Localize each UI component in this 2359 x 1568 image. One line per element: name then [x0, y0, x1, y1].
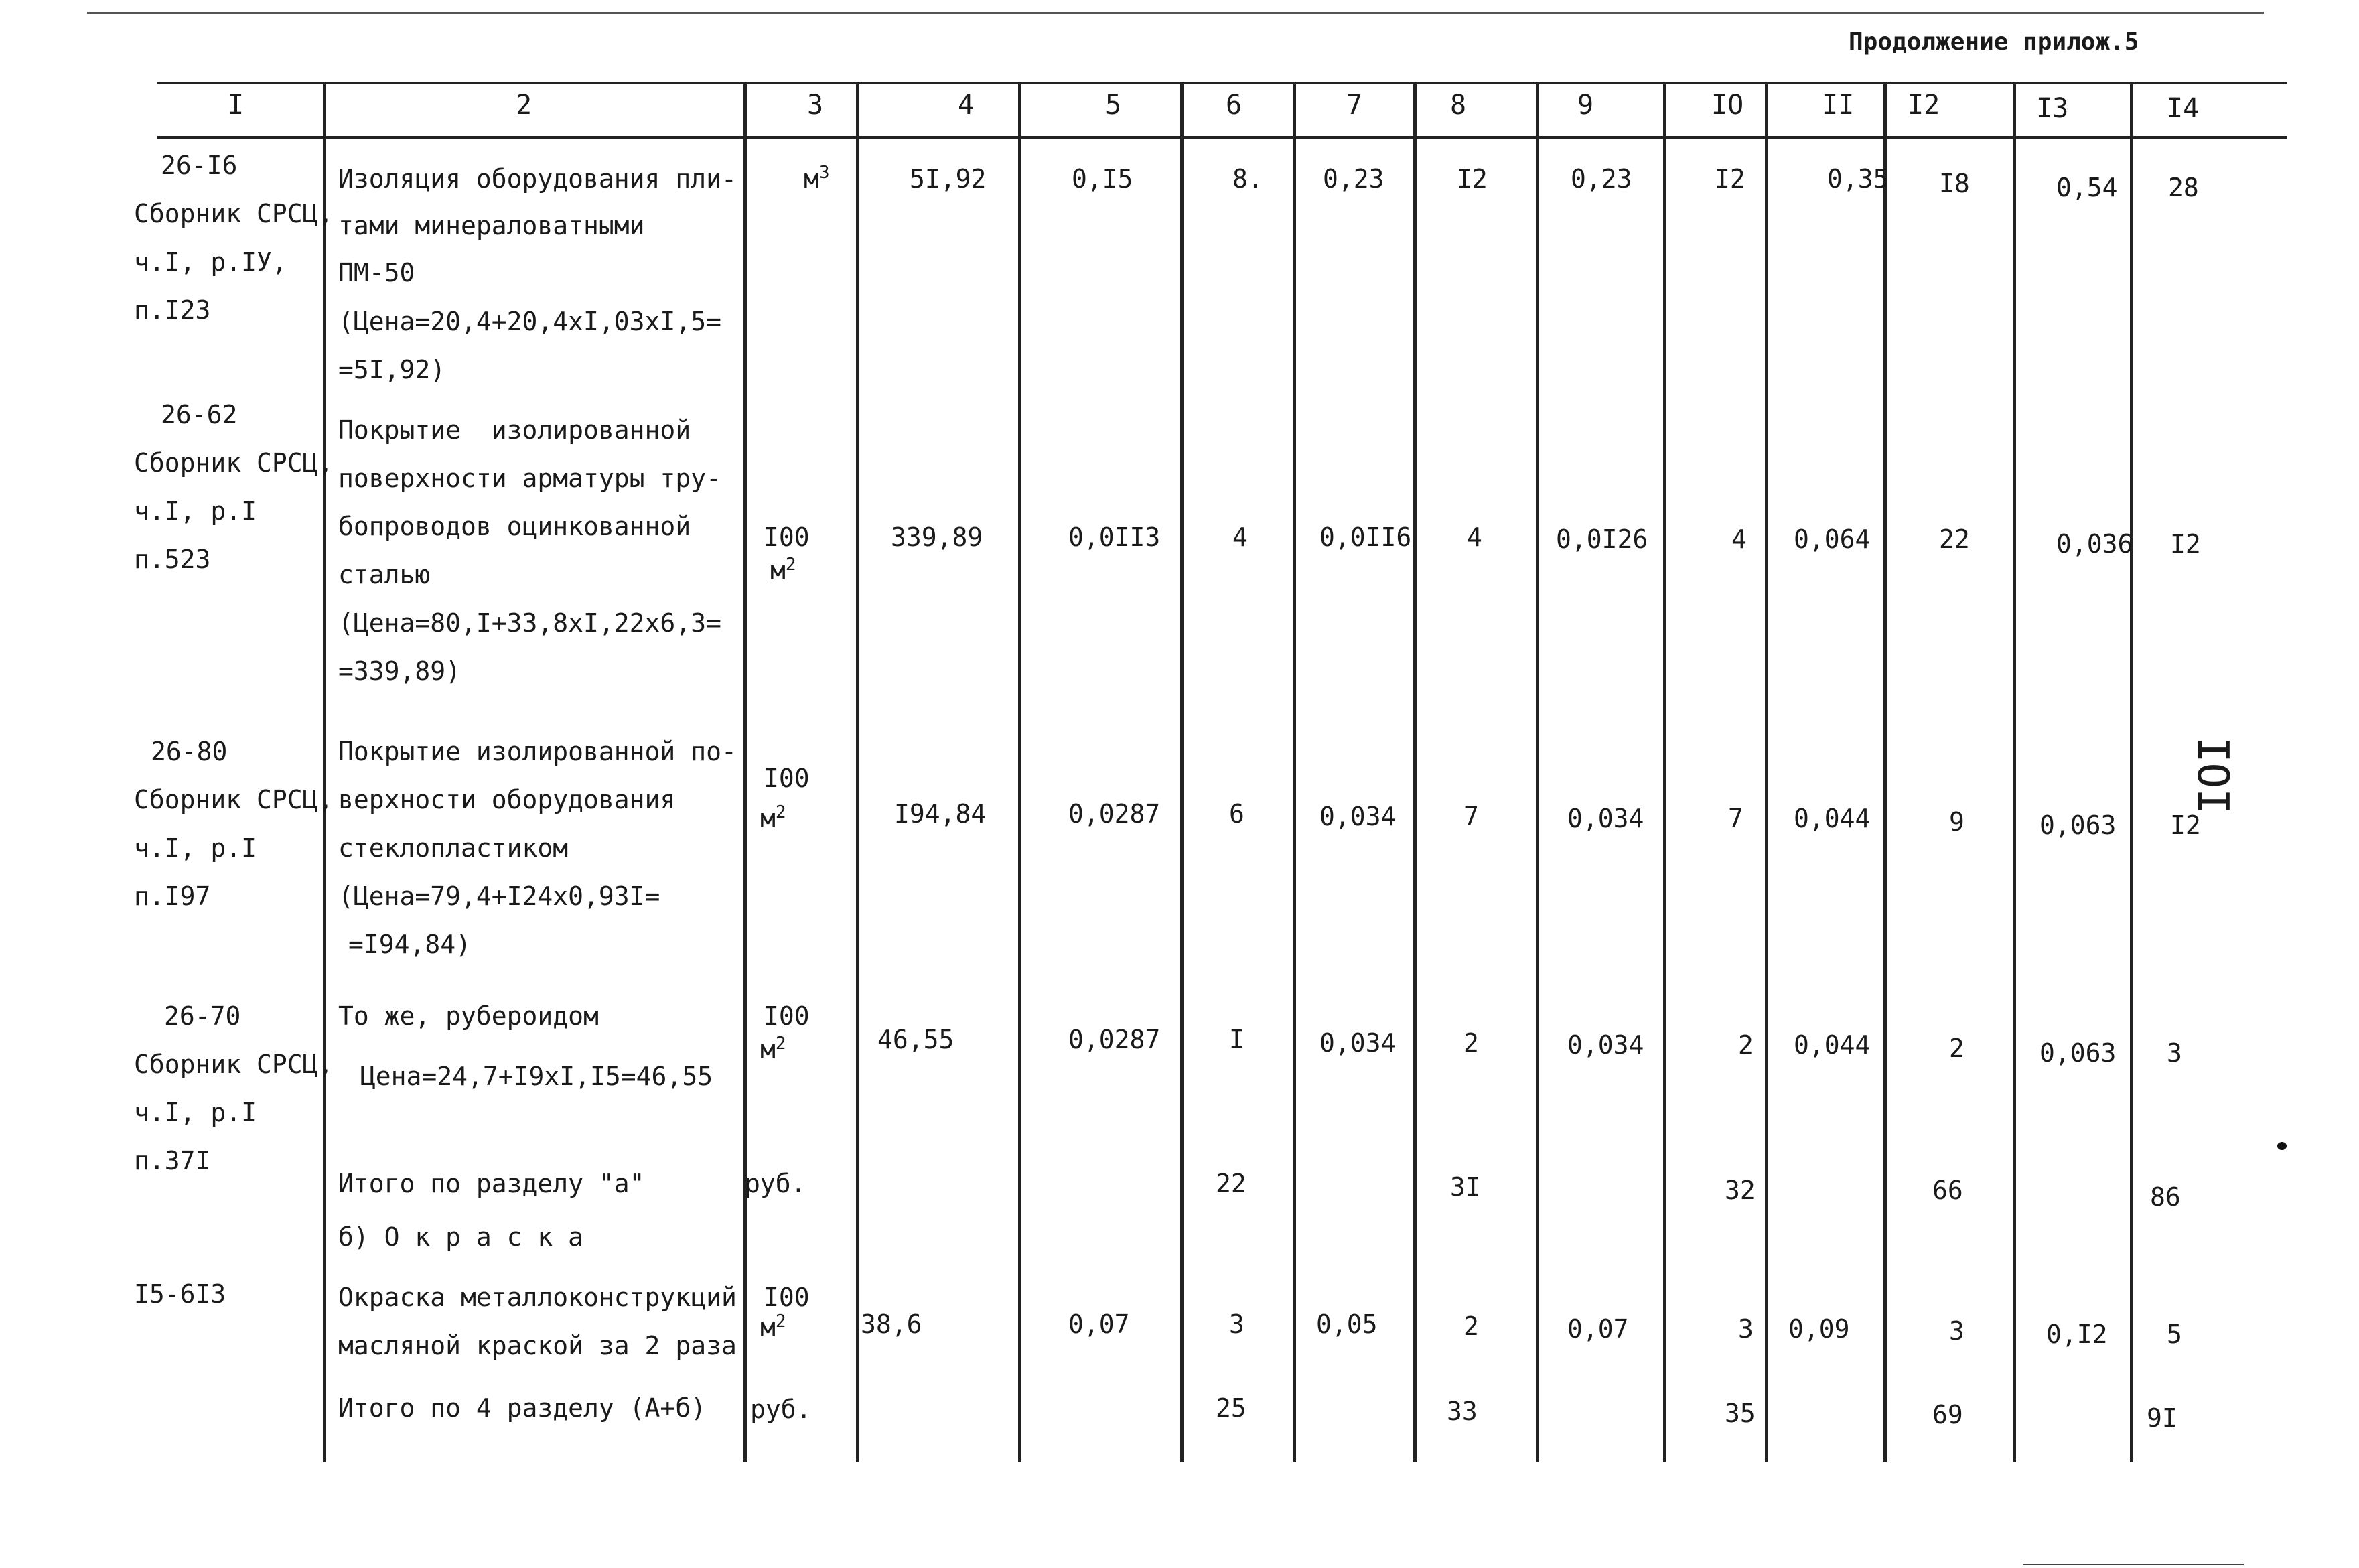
subtotal-c10: 32 — [1725, 1175, 1756, 1205]
column-divider — [856, 84, 859, 1462]
column-header: 6 — [1226, 90, 1242, 121]
row-code: 26-62 — [161, 400, 238, 429]
row-description: ПМ-50 — [338, 258, 415, 287]
total-c6: 25 — [1216, 1393, 1246, 1423]
cell-c9: 0,23 — [1571, 164, 1632, 194]
column-divider — [743, 84, 747, 1462]
cell-c8: I2 — [1457, 164, 1488, 194]
cell-c11: 0,35 — [1827, 164, 1889, 194]
column-header: I2 — [1908, 90, 1940, 121]
page-number: IOI — [2188, 737, 2237, 814]
cell-c11: 0,044 — [1794, 1030, 1871, 1060]
row-unit: I00 — [764, 1283, 810, 1312]
column-header: 5 — [1105, 90, 1122, 121]
total-c10: 35 — [1725, 1399, 1756, 1428]
column-divider — [1883, 84, 1887, 1462]
cell-c7: 0,034 — [1319, 1028, 1397, 1058]
row-unit: $м^2$ — [760, 1034, 786, 1064]
cell-c7: 0,05 — [1316, 1309, 1378, 1339]
column-header: I — [228, 90, 244, 121]
row-description: бопроводов оцинкованной — [338, 512, 691, 541]
cell-c5: 0,I5 — [1072, 164, 1133, 194]
cell-c12: 22 — [1939, 524, 1970, 554]
cell-c7: 0,23 — [1323, 164, 1384, 194]
column-divider — [1180, 84, 1184, 1462]
row-code: п.I23 — [134, 295, 211, 325]
total-c8: 33 — [1447, 1397, 1478, 1426]
column-divider — [1018, 84, 1021, 1462]
cell-c4: I94,84 — [894, 799, 987, 829]
row-description: сталью — [338, 560, 431, 589]
cell-c8: 2 — [1463, 1028, 1479, 1058]
cell-c12: I8 — [1939, 169, 1970, 198]
total-c12: 69 — [1932, 1400, 1963, 1429]
column-header: 7 — [1346, 90, 1363, 121]
row-description: Покрытие изолированной — [338, 415, 691, 445]
row-description: (Цена=20,4+20,4хI,03хI,5= — [338, 307, 721, 336]
row-code: 26-70 — [164, 1001, 241, 1031]
row-unit: I00 — [764, 1001, 810, 1031]
continuation-note: Продолжение прилож.5 — [1849, 28, 2139, 56]
cell-c9: 0,034 — [1567, 1030, 1644, 1060]
column-header: IO — [1711, 90, 1744, 121]
cell-c4: 339,89 — [891, 522, 983, 552]
cell-c4: 46,55 — [877, 1025, 954, 1054]
row-description: (Цена=80,I+33,8хI,22х6,3= — [338, 608, 721, 638]
row-unit: $м^2$ — [760, 802, 786, 833]
row-description: =I94,84) — [348, 930, 472, 959]
cell-c14: 28 — [2168, 173, 2199, 202]
bottom-rule — [2023, 1564, 2244, 1565]
cell-c11: 0,064 — [1794, 524, 1871, 554]
row-code: п.523 — [134, 545, 211, 574]
cell-c5: 0,0287 — [1068, 799, 1161, 829]
cell-c6: 8. — [1232, 164, 1263, 194]
cell-c10: 7 — [1728, 804, 1743, 833]
row-code: I5-6I3 — [134, 1279, 226, 1309]
cell-c5: 0,0II3 — [1068, 522, 1161, 552]
column-divider — [1293, 84, 1296, 1462]
cell-c10: I2 — [1715, 164, 1745, 194]
row-code: Сборник СРСЦ, — [134, 1050, 334, 1079]
subtotal-label: Итого по разделу "а" — [338, 1169, 645, 1198]
row-code: 26-I6 — [161, 151, 238, 180]
column-divider — [2130, 84, 2133, 1462]
cell-c12: 3 — [1949, 1316, 1964, 1346]
subtotal-c6: 22 — [1216, 1169, 1246, 1198]
cell-c12: 2 — [1949, 1034, 1964, 1063]
cell-c13: 0,063 — [2040, 1038, 2117, 1068]
section-heading: б) О к р а с к а — [338, 1222, 584, 1252]
cell-c14: 3 — [2167, 1038, 2182, 1068]
cell-c9: 0,0I26 — [1556, 524, 1648, 554]
row-code: Сборник СРСЦ, — [134, 199, 334, 228]
cell-c8: 7 — [1463, 802, 1479, 831]
row-code: ч.I, р.I — [134, 833, 257, 863]
cell-c5: 0,0287 — [1068, 1025, 1161, 1054]
column-header: 8 — [1450, 90, 1467, 121]
top-rule — [87, 12, 2264, 14]
column-header: 2 — [516, 90, 532, 121]
cell-c6: I — [1229, 1025, 1244, 1054]
subtotal-c12: 66 — [1932, 1175, 1963, 1205]
subtotal-c14: 86 — [2150, 1182, 2181, 1212]
row-description: То же, рубероидом — [338, 1001, 599, 1031]
header-bottom-rule — [157, 136, 2287, 139]
cell-c10: 2 — [1738, 1030, 1754, 1060]
cell-c8: 2 — [1463, 1311, 1479, 1341]
cell-c11: 0,044 — [1794, 804, 1871, 833]
row-description: =339,89) — [338, 656, 461, 686]
row-unit: $м^2$ — [760, 1311, 786, 1342]
total-c14: 9I — [2147, 1403, 2177, 1433]
row-description: тами минераловатными — [338, 211, 645, 240]
cell-c11: 0,09 — [1788, 1314, 1850, 1344]
row-description: стеклопластиком — [338, 833, 569, 863]
row-code: Сборник СРСЦ, — [134, 785, 334, 814]
column-header: II — [1822, 90, 1855, 121]
cell-c14: 5 — [2167, 1320, 2182, 1349]
row-unit: I00 — [764, 522, 810, 552]
row-code: п.I97 — [134, 881, 211, 911]
column-divider — [1663, 84, 1666, 1462]
column-divider — [1536, 84, 1539, 1462]
cell-c13: 0,I2 — [2046, 1320, 2108, 1349]
row-code: ч.I, р.I — [134, 1098, 257, 1127]
cell-c6: 4 — [1232, 522, 1248, 552]
row-description: верхности оборудования — [338, 785, 676, 814]
subtotal-unit: руб. — [745, 1169, 806, 1198]
cell-c7: 0,034 — [1319, 802, 1397, 831]
column-header: 9 — [1577, 90, 1594, 121]
cell-c4: 38,6 — [861, 1309, 922, 1339]
table-top-rule — [157, 82, 2287, 84]
column-header: I4 — [2167, 93, 2200, 124]
cell-c10: 3 — [1738, 1314, 1754, 1344]
cell-c9: 0,07 — [1567, 1314, 1629, 1344]
cell-c5: 0,07 — [1068, 1309, 1130, 1339]
row-description: (Цена=79,4+I24х0,93I= — [338, 881, 660, 911]
row-code: Сборник СРСЦ, — [134, 448, 334, 478]
column-divider — [2013, 84, 2016, 1462]
row-description: поверхности арматуры тру- — [338, 464, 721, 493]
cell-c6: 3 — [1229, 1309, 1244, 1339]
row-code: ч.I, р.I — [134, 496, 257, 526]
cell-c14: I2 — [2170, 810, 2201, 840]
row-unit: $м^2$ — [770, 555, 796, 585]
column-header: I3 — [2036, 93, 2069, 124]
row-unit: I00 — [764, 764, 810, 793]
cell-c7: 0,0II6 — [1319, 522, 1412, 552]
ink-spot — [2277, 1142, 2287, 1150]
column-divider — [1765, 84, 1768, 1462]
row-code: 26-80 — [151, 737, 228, 766]
row-description: Окраска металлоконструкций — [338, 1283, 737, 1312]
row-description: Покрытие изолированной по- — [338, 737, 737, 766]
cell-c10: 4 — [1731, 524, 1747, 554]
cell-c9: 0,034 — [1567, 804, 1644, 833]
column-header: 3 — [807, 90, 824, 121]
column-divider — [1413, 84, 1417, 1462]
row-code: п.37I — [134, 1146, 211, 1175]
row-code: ч.I, р.IУ, — [134, 247, 287, 277]
cell-c8: 4 — [1467, 522, 1482, 552]
cell-c14: I2 — [2170, 529, 2201, 559]
column-divider — [323, 84, 326, 1462]
column-header: 4 — [958, 90, 975, 121]
cell-c12: 9 — [1949, 807, 1964, 837]
row-description: Цена=24,7+I9хI,I5=46,55 — [345, 1062, 713, 1091]
subtotal-c8: 3I — [1450, 1172, 1481, 1202]
cell-c13: 0,036 — [2056, 529, 2133, 559]
cell-c4: 5I,92 — [910, 164, 987, 194]
cell-c6: 6 — [1229, 799, 1244, 829]
row-unit: $м^3$ — [804, 163, 830, 194]
total-label: Итого по 4 разделу (А+б) — [338, 1393, 707, 1423]
total-unit: руб. — [750, 1395, 812, 1424]
row-description: масляной краской за 2 раза — [338, 1331, 737, 1360]
cell-c13: 0,54 — [2056, 173, 2118, 202]
cell-c13: 0,063 — [2040, 810, 2117, 840]
row-description: Изоляция оборудования пли- — [338, 164, 737, 194]
row-description: =5I,92) — [338, 355, 446, 384]
